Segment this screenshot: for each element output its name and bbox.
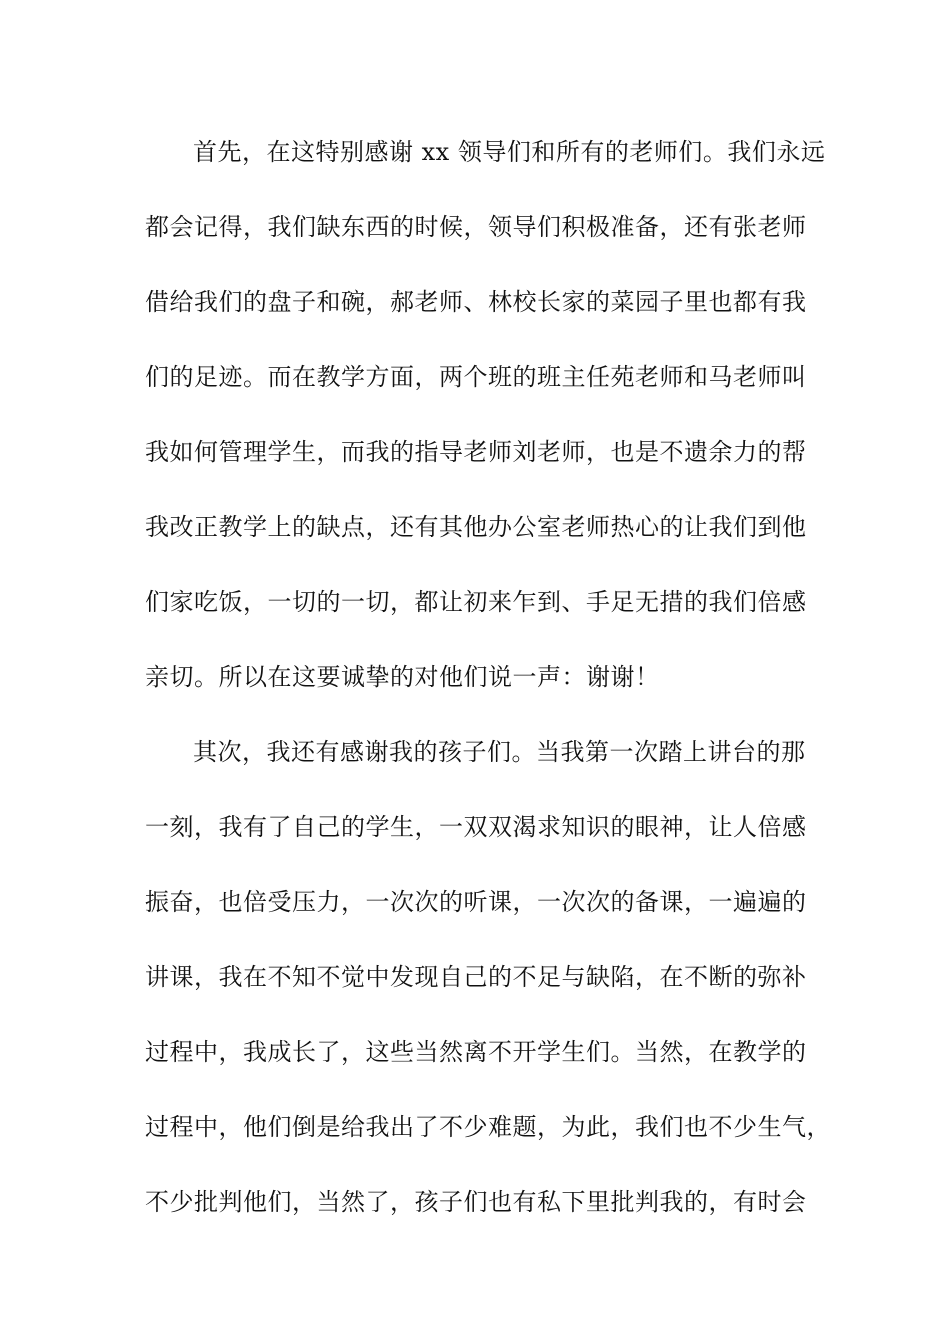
paragraph-line: 我如何管理学生，而我的指导老师刘老师，也是不遗余力的帮 [145,438,807,466]
paragraph-line: 其次，我还有感谢我的孩子们。当我第一次踏上讲台的那 [193,738,806,766]
paragraph-line: 过程中，他们倒是给我出了不少难题，为此，我们也不少生气， [145,1113,831,1141]
paragraph-line: 借给我们的盘子和碗，郝老师、林校长家的菜园子里也都有我 [145,288,807,316]
paragraph-line: 首先，在这特别感谢 xx 领导们和所有的老师们。我们永远 [193,138,826,166]
paragraph-line: 们的足迹。而在教学方面，两个班的班主任苑老师和马老师叫 [145,363,807,391]
paragraph-line: 讲课，我在不知不觉中发现自己的不足与缺陷，在不断的弥补 [145,963,807,991]
paragraph-line: 们家吃饭，一切的一切，都让初来乍到、手足无措的我们倍感 [145,588,807,616]
paragraph-1 [145,128,825,728]
document-body [145,128,831,1253]
paragraph-line: 不少批判他们，当然了，孩子们也有私下里批判我的，有时会 [145,1188,807,1216]
paragraph-line: 过程中，我成长了，这些当然离不开学生们。当然，在教学的 [145,1038,807,1066]
paragraph-line: 我改正教学上的缺点，还有其他办公室老师热心的让我们到他 [145,513,807,541]
paragraph-line: 亲切。所以在这要诚挚的对他们说一声：谢谢！ [145,663,660,691]
paragraph-line: 都会记得，我们缺东西的时候，领导们积极准备，还有张老师 [145,213,807,241]
paragraph-line: 振奋，也倍受压力，一次次的听课，一次次的备课，一遍遍的 [145,888,807,916]
paragraph-2 [145,728,831,1253]
paragraph-line: 一刻，我有了自己的学生，一双双渴求知识的眼神，让人倍感 [145,813,807,841]
